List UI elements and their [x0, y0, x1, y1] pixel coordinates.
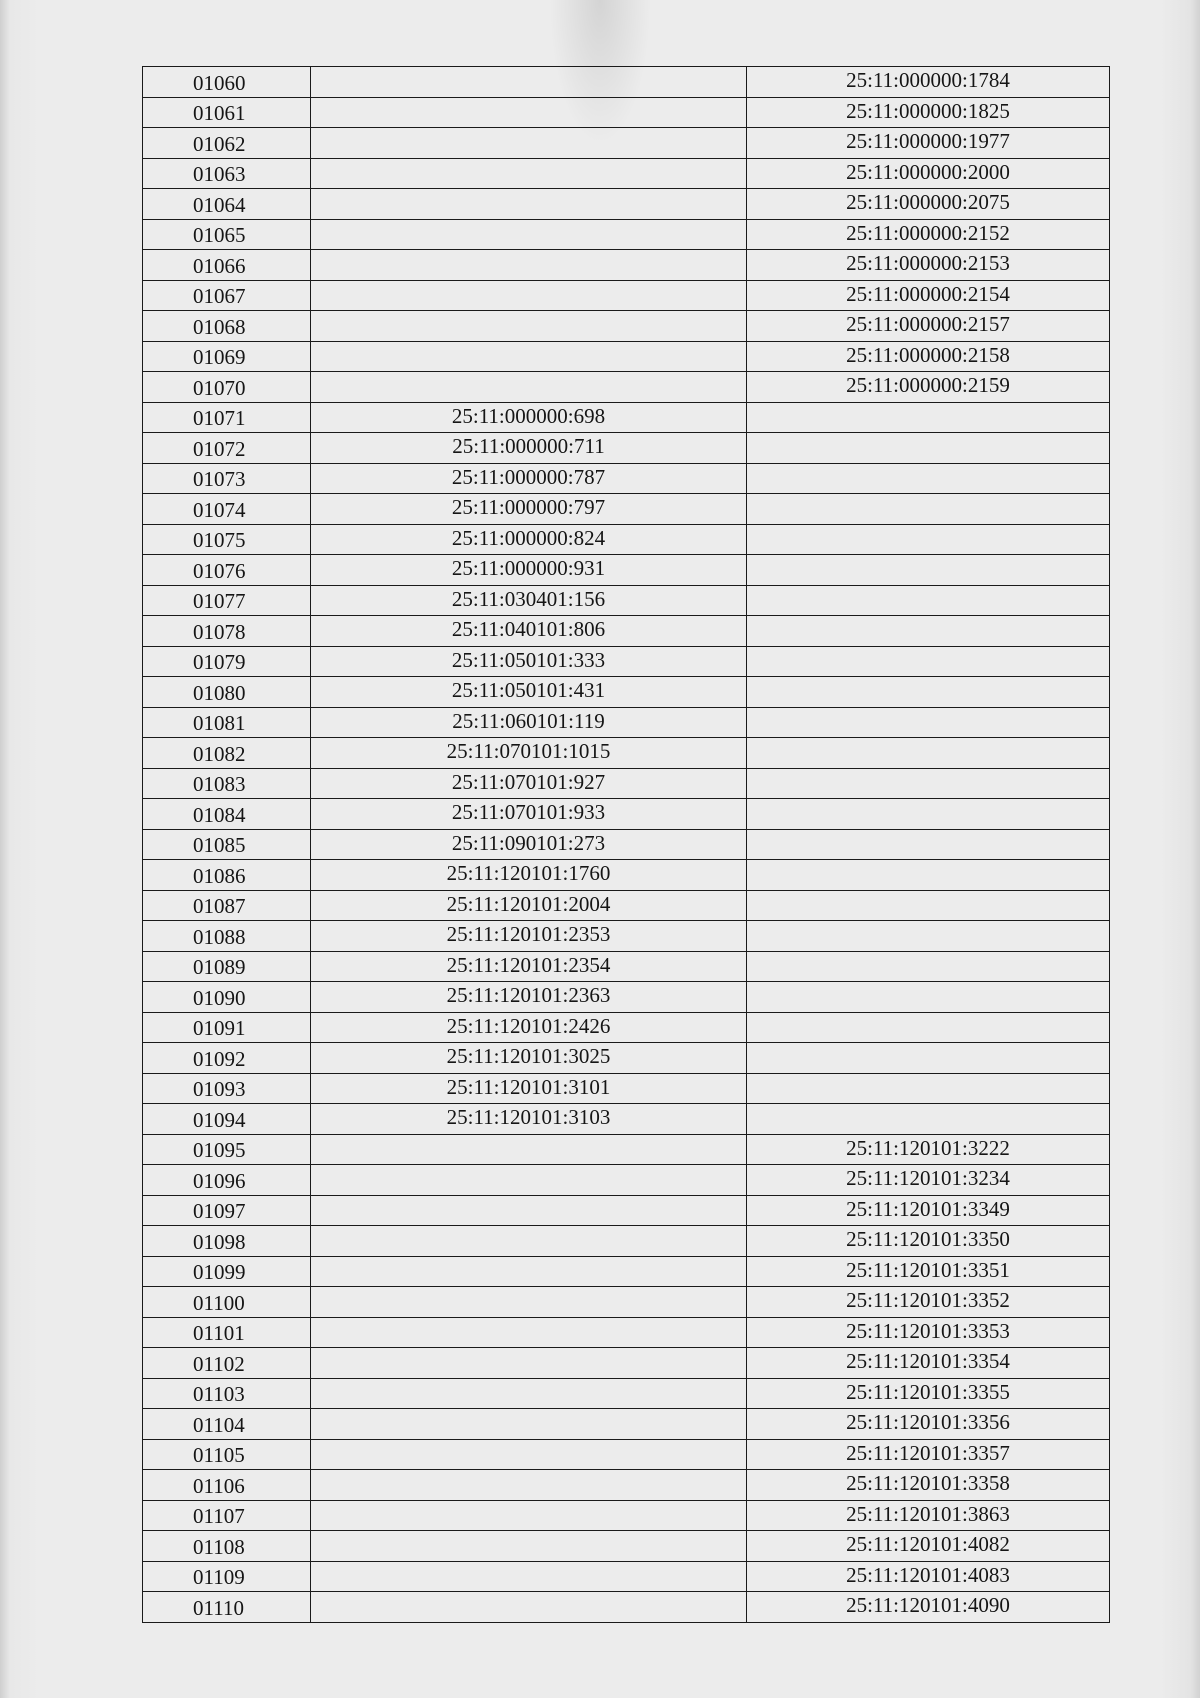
table-row — [143, 128, 1110, 159]
row-number-cell: 01063 — [143, 158, 311, 189]
table-row — [143, 1378, 1110, 1409]
table-row — [143, 341, 1110, 372]
row-number-cell: 01076 — [143, 555, 311, 586]
table-row — [143, 707, 1110, 738]
row-number-cell: 01077 — [143, 585, 311, 616]
table-row — [143, 1165, 1110, 1196]
cadastral-number-cell — [311, 250, 747, 281]
cadastral-number-cell — [311, 1226, 747, 1257]
table-row — [143, 1195, 1110, 1226]
cadastral-number-cell — [747, 1012, 1110, 1043]
cadastral-number-cell: 25:11:120101:3349 — [747, 1195, 1110, 1226]
row-number-cell: 01080 — [143, 677, 311, 708]
cadastral-number-cell — [311, 372, 747, 403]
cadastral-number-cell — [747, 585, 1110, 616]
cadastral-number-cell — [747, 738, 1110, 769]
row-number-cell: 01072 — [143, 433, 311, 464]
cadastral-number-cell — [311, 280, 747, 311]
row-number-cell: 01105 — [143, 1439, 311, 1470]
row-number-cell: 01066 — [143, 250, 311, 281]
row-number-cell: 01091 — [143, 1012, 311, 1043]
cadastral-number-cell — [311, 1561, 747, 1592]
cadastral-number-cell: 25:11:120101:3234 — [747, 1165, 1110, 1196]
cadastral-number-cell — [747, 677, 1110, 708]
cadastral-number-cell: 25:11:120101:3350 — [747, 1226, 1110, 1257]
cadastral-number-cell: 25:11:120101:3353 — [747, 1317, 1110, 1348]
cadastral-number-cell — [747, 555, 1110, 586]
row-number-cell: 01068 — [143, 311, 311, 342]
cadastral-number-cell — [311, 1439, 747, 1470]
table-row — [143, 433, 1110, 464]
row-number-cell: 01098 — [143, 1226, 311, 1257]
cadastral-number-cell: 25:11:000000:931 — [311, 555, 747, 586]
cadastral-number-cell — [747, 890, 1110, 921]
cadastral-number-cell: 25:11:120101:4083 — [747, 1561, 1110, 1592]
cadastral-number-cell: 25:11:000000:711 — [311, 433, 747, 464]
cadastral-number-cell: 25:11:050101:333 — [311, 646, 747, 677]
cadastral-number-cell: 25:11:000000:2157 — [747, 311, 1110, 342]
table-row — [143, 1043, 1110, 1074]
table-row — [143, 219, 1110, 250]
cadastral-number-cell — [311, 311, 747, 342]
cadastral-number-cell: 25:11:120101:4090 — [747, 1592, 1110, 1623]
row-number-cell: 01103 — [143, 1378, 311, 1409]
cadastral-number-cell — [311, 1287, 747, 1318]
cadastral-number-cell: 25:11:000000:2000 — [747, 158, 1110, 189]
row-number-cell: 01060 — [143, 67, 311, 98]
table-row — [143, 921, 1110, 952]
table-row — [143, 311, 1110, 342]
cadastral-number-cell: 25:11:120101:3025 — [311, 1043, 747, 1074]
cadastral-number-cell: 25:11:120101:2004 — [311, 890, 747, 921]
table-row — [143, 738, 1110, 769]
row-number-cell: 01071 — [143, 402, 311, 433]
cadastral-number-cell: 25:11:040101:806 — [311, 616, 747, 647]
cadastral-number-cell: 25:11:000000:2153 — [747, 250, 1110, 281]
row-number-cell: 01078 — [143, 616, 311, 647]
row-number-cell: 01100 — [143, 1287, 311, 1318]
cadastral-number-cell — [311, 97, 747, 128]
table-row — [143, 250, 1110, 281]
cadastral-number-cell — [311, 1195, 747, 1226]
cadastral-number-cell: 25:11:120101:4082 — [747, 1531, 1110, 1562]
cadastral-number-cell: 25:11:120101:3101 — [311, 1073, 747, 1104]
table-row — [143, 158, 1110, 189]
cadastral-number-cell: 25:11:000000:1825 — [747, 97, 1110, 128]
cadastral-number-cell: 25:11:000000:797 — [311, 494, 747, 525]
cadastral-number-cell — [311, 1256, 747, 1287]
cadastral-number-cell — [311, 1165, 747, 1196]
table-row — [143, 1409, 1110, 1440]
row-number-cell: 01079 — [143, 646, 311, 677]
table-row — [143, 67, 1110, 98]
cadastral-number-cell: 25:11:090101:273 — [311, 829, 747, 860]
row-number-cell: 01074 — [143, 494, 311, 525]
table-row — [143, 1012, 1110, 1043]
row-number-cell: 01086 — [143, 860, 311, 891]
row-number-cell: 01096 — [143, 1165, 311, 1196]
cadastral-number-cell — [747, 616, 1110, 647]
table-row — [143, 189, 1110, 220]
cadastral-number-cell — [311, 1378, 747, 1409]
cadastral-number-cell: 25:11:050101:431 — [311, 677, 747, 708]
cadastral-number-cell — [311, 1134, 747, 1165]
table-row — [143, 616, 1110, 647]
table-row — [143, 1561, 1110, 1592]
table-row — [143, 555, 1110, 586]
row-number-cell: 01107 — [143, 1500, 311, 1531]
cadastral-number-cell: 25:11:120101:2363 — [311, 982, 747, 1013]
cadastral-number-cell — [311, 128, 747, 159]
row-number-cell: 01088 — [143, 921, 311, 952]
table-row — [143, 677, 1110, 708]
cadastral-number-cell — [747, 402, 1110, 433]
cadastral-number-cell — [311, 1317, 747, 1348]
cadastral-number-cell: 25:11:120101:2426 — [311, 1012, 747, 1043]
row-number-cell: 01099 — [143, 1256, 311, 1287]
row-number-cell: 01090 — [143, 982, 311, 1013]
table-row — [143, 829, 1110, 860]
table-row — [143, 1104, 1110, 1135]
table-row — [143, 1470, 1110, 1501]
table-row — [143, 890, 1110, 921]
row-number-cell: 01075 — [143, 524, 311, 555]
table-row — [143, 799, 1110, 830]
cadastral-number-cell — [747, 1104, 1110, 1135]
row-number-cell: 01067 — [143, 280, 311, 311]
cadastral-number-cell — [311, 189, 747, 220]
row-number-cell: 01062 — [143, 128, 311, 159]
cadastral-number-cell: 25:11:030401:156 — [311, 585, 747, 616]
cadastral-number-cell — [747, 951, 1110, 982]
row-number-cell: 01101 — [143, 1317, 311, 1348]
cadastral-number-cell: 25:11:120101:3222 — [747, 1134, 1110, 1165]
table-row — [143, 1317, 1110, 1348]
row-number-cell: 01069 — [143, 341, 311, 372]
row-number-cell: 01097 — [143, 1195, 311, 1226]
row-number-cell: 01065 — [143, 219, 311, 250]
cadastral-register-table — [142, 66, 1110, 1623]
cadastral-number-cell — [311, 1592, 747, 1623]
cadastral-number-cell: 25:11:120101:3357 — [747, 1439, 1110, 1470]
row-number-cell: 01087 — [143, 890, 311, 921]
row-number-cell: 01084 — [143, 799, 311, 830]
row-number-cell: 01083 — [143, 768, 311, 799]
cadastral-number-cell — [747, 982, 1110, 1013]
row-number-cell: 01108 — [143, 1531, 311, 1562]
cadastral-number-cell — [747, 860, 1110, 891]
table-row — [143, 646, 1110, 677]
cadastral-number-cell — [311, 341, 747, 372]
table-row — [143, 1348, 1110, 1379]
table-row — [143, 402, 1110, 433]
row-number-cell: 01110 — [143, 1592, 311, 1623]
cadastral-number-cell — [311, 1348, 747, 1379]
cadastral-number-cell — [311, 1470, 747, 1501]
row-number-cell: 01093 — [143, 1073, 311, 1104]
cadastral-number-cell: 25:11:070101:1015 — [311, 738, 747, 769]
cadastral-number-cell: 25:11:120101:3103 — [311, 1104, 747, 1135]
table-row — [143, 280, 1110, 311]
row-number-cell: 01094 — [143, 1104, 311, 1135]
row-number-cell: 01095 — [143, 1134, 311, 1165]
cadastral-number-cell: 25:11:120101:3355 — [747, 1378, 1110, 1409]
cadastral-number-cell — [747, 829, 1110, 860]
row-number-cell: 01109 — [143, 1561, 311, 1592]
table-row — [143, 1256, 1110, 1287]
row-number-cell: 01089 — [143, 951, 311, 982]
cadastral-number-cell: 25:11:000000:1784 — [747, 67, 1110, 98]
cadastral-number-cell: 25:11:120101:1760 — [311, 860, 747, 891]
cadastral-number-cell: 25:11:000000:2075 — [747, 189, 1110, 220]
cadastral-number-cell: 25:11:120101:3358 — [747, 1470, 1110, 1501]
cadastral-number-cell — [747, 768, 1110, 799]
cadastral-number-cell — [311, 158, 747, 189]
table-row — [143, 1073, 1110, 1104]
row-number-cell: 01092 — [143, 1043, 311, 1074]
cadastral-number-cell: 25:11:120101:2354 — [311, 951, 747, 982]
cadastral-number-cell: 25:11:000000:1977 — [747, 128, 1110, 159]
table-row — [143, 1500, 1110, 1531]
cadastral-number-cell — [747, 707, 1110, 738]
row-number-cell: 01061 — [143, 97, 311, 128]
cadastral-number-cell: 25:11:000000:2154 — [747, 280, 1110, 311]
cadastral-number-cell: 25:11:120101:2353 — [311, 921, 747, 952]
cadastral-number-cell: 25:11:000000:2158 — [747, 341, 1110, 372]
row-number-cell: 01085 — [143, 829, 311, 860]
cadastral-number-cell — [747, 799, 1110, 830]
cadastral-number-cell — [311, 1409, 747, 1440]
cadastral-number-cell: 25:11:000000:2159 — [747, 372, 1110, 403]
cadastral-number-cell: 25:11:000000:787 — [311, 463, 747, 494]
cadastral-number-cell: 25:11:120101:3352 — [747, 1287, 1110, 1318]
table-row — [143, 1531, 1110, 1562]
row-number-cell: 01102 — [143, 1348, 311, 1379]
table-row — [143, 1439, 1110, 1470]
row-number-cell: 01073 — [143, 463, 311, 494]
cadastral-number-cell: 25:11:120101:3863 — [747, 1500, 1110, 1531]
table-row — [143, 463, 1110, 494]
table-row — [143, 1592, 1110, 1623]
cadastral-number-cell — [747, 1073, 1110, 1104]
cadastral-number-cell: 25:11:000000:2152 — [747, 219, 1110, 250]
table-row — [143, 372, 1110, 403]
cadastral-number-cell — [311, 1500, 747, 1531]
table-row — [143, 768, 1110, 799]
cadastral-number-cell — [747, 1043, 1110, 1074]
cadastral-number-cell — [747, 524, 1110, 555]
cadastral-number-cell: 25:11:060101:119 — [311, 707, 747, 738]
table-body — [143, 67, 1110, 1623]
row-number-cell: 01082 — [143, 738, 311, 769]
cadastral-number-cell — [747, 494, 1110, 525]
cadastral-number-cell — [747, 646, 1110, 677]
cadastral-number-cell: 25:11:120101:3351 — [747, 1256, 1110, 1287]
row-number-cell: 01081 — [143, 707, 311, 738]
cadastral-number-cell: 25:11:120101:3354 — [747, 1348, 1110, 1379]
cadastral-number-cell — [311, 1531, 747, 1562]
cadastral-number-cell: 25:11:070101:933 — [311, 799, 747, 830]
row-number-cell: 01106 — [143, 1470, 311, 1501]
table-row — [143, 860, 1110, 891]
cadastral-number-cell: 25:11:070101:927 — [311, 768, 747, 799]
table-row — [143, 1134, 1110, 1165]
cadastral-number-cell — [311, 67, 747, 98]
table-row — [143, 982, 1110, 1013]
cadastral-number-cell — [747, 433, 1110, 464]
row-number-cell: 01070 — [143, 372, 311, 403]
cadastral-number-cell — [747, 921, 1110, 952]
row-number-cell: 01104 — [143, 1409, 311, 1440]
table-row — [143, 1287, 1110, 1318]
table-row — [143, 1226, 1110, 1257]
cadastral-number-cell: 25:11:000000:698 — [311, 402, 747, 433]
cadastral-number-cell — [747, 463, 1110, 494]
cadastral-number-cell — [311, 219, 747, 250]
table-row — [143, 951, 1110, 982]
row-number-cell: 01064 — [143, 189, 311, 220]
cadastral-number-cell: 25:11:000000:824 — [311, 524, 747, 555]
table-row — [143, 494, 1110, 525]
table-row — [143, 97, 1110, 128]
table-row — [143, 585, 1110, 616]
table-row — [143, 524, 1110, 555]
cadastral-number-cell: 25:11:120101:3356 — [747, 1409, 1110, 1440]
